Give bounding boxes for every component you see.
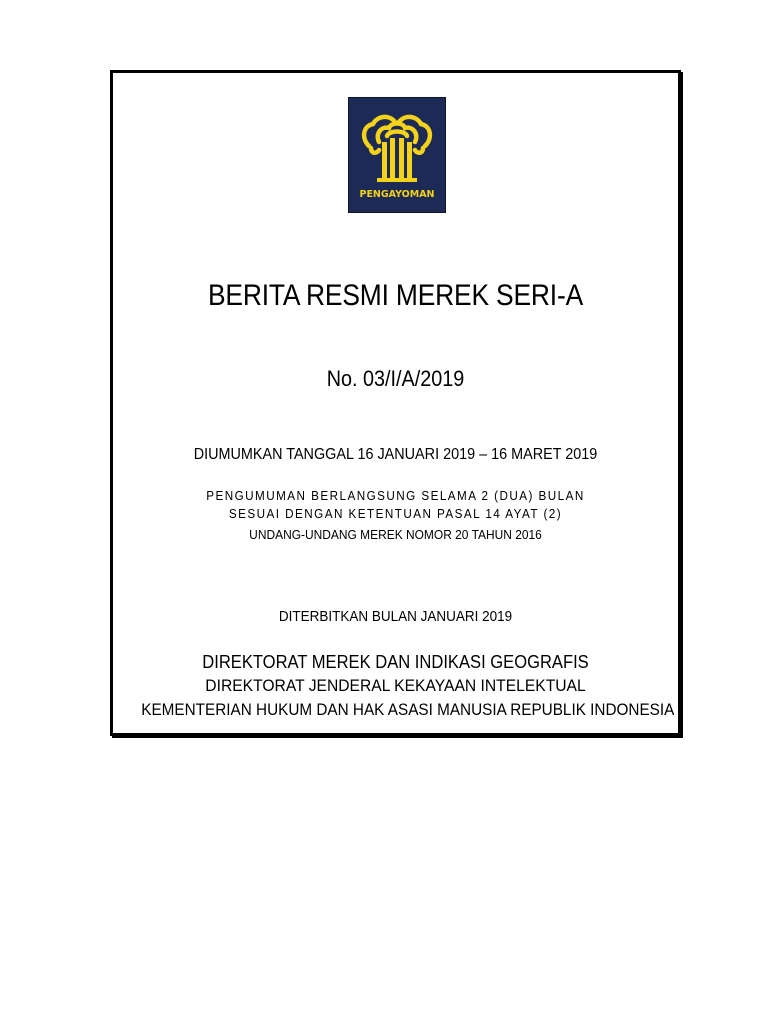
pengayoman-emblem-icon [349, 98, 445, 212]
announcement-period: DIUMUMKAN TANGGAL 16 JANUARI 2019 – 16 MARET 2019 [193, 446, 598, 463]
logo-text: PENGAYOMAN [359, 189, 435, 200]
directorate-general-name: DIREKTORAT JENDERAL KEKAYAAN INTELEKTUAL [205, 676, 586, 695]
law-reference: UNDANG-UNDANG MEREK NOMOR 20 TAHUN 2016 [249, 527, 542, 542]
announcement-duration: PENGUMUMAN BERLANGSUNG SELAMA 2 (DUA) BULAN [206, 488, 585, 503]
legal-provision: SESUAI DENGAN KETENTUAN PASAL 14 AYAT (2) [228, 506, 563, 521]
publication-title: BERITA RESMI MEREK SERI-A [207, 279, 584, 312]
publication-date: DITERBITKAN BULAN JANUARI 2019 [278, 608, 513, 625]
cover-frame [110, 70, 681, 736]
pengayoman-logo [348, 97, 446, 213]
ministry-name: KEMENTERIAN HUKUM DAN HAK ASASI MANUSIA REPUBLIK INDONESIA [141, 700, 675, 719]
publication-number: No. 03/I/A/2019 [326, 366, 465, 391]
directorate-name: DIREKTORAT MEREK DAN INDIKASI GEOGRAFIS [202, 652, 589, 672]
